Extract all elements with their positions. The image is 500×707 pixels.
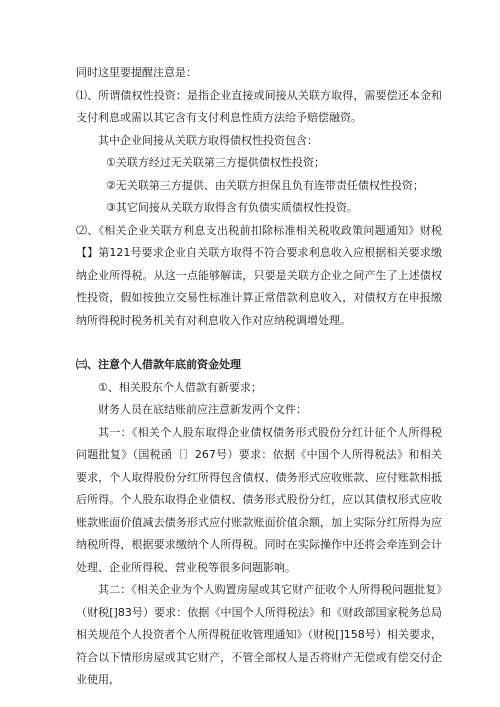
item-1-sub-2: ②无关联第三方提供、由关联方担保且负有连带责任债权性投资； <box>106 178 424 192</box>
item-1: ⑴、所谓债权性投资：是指企业直接或间接从关联方取得，需要偿还本金和支付利息或需以其它含有支付利息性质方法给予赔偿融资。 <box>76 88 442 124</box>
section-heading: ㈢、注意个人借款年底前资金处理 <box>76 358 241 371</box>
item-1-sub-3: ③其它间接从关联方取得含有负债实质债权性投资。 <box>106 201 358 214</box>
subsection-1: ①、相关股东个人借款有新要求； <box>98 380 262 394</box>
subsection-1-text: 财务人员在底结账前应注意新发两个文件： <box>98 403 307 416</box>
intro-text: 同时这里要提醒注意是： <box>76 66 197 79</box>
paragraph-a: 其一：《相关个人股东取得企业债权债务形式股份分红计征个人所得税问题批复》（国税函〔〕267号）要求：依据《中国个人所得税法》和相关要求，个人取得股份分红所得包含债权、债务形式应收账款、应付账款相抵后所得。个人股东取得企业债权、债务形式股份分红，应以其债权形式应收账款账面价值减去债务形式应付账款账面价值余额，加上实际分红所得为应纳税所得，根据要求缴纳个人所得税。同时在实际操作中还将会牵连到会计处理、企业所得税、营业税等很多问题影响。 <box>76 425 442 574</box>
item-1-sub-1: ①关联方经过无关联第三方提供债权性投资； <box>106 156 325 169</box>
paragraph-b: 其二：《相关企业为个人购置房屋或其它财产征收个人所得税问题批复》（财税[]83号）要求：依据《中国个人所得税法》和《财政部国家税务总局相关规范个人投资者个人所得税征收管理通知》（财税[]158号）相关要求，符合以下情形房屋或其它财产，不管全部权人是否将财产无偿或有偿交付企业使用， <box>76 583 442 686</box>
item-1-sub-intro: 其中企业间接从关联方取得债权性投资包含： <box>98 133 318 147</box>
item-2: ⑵、《相关企业关联方利息支出税前扣除标准相关税收政策问题通知》财税【】第121号要求企业自关联方取得不符合要求利息收入应根据相关要求缴纳企业所得税。从这一点能够解读，只要是关联方企业之间产生了上述债权性投资，假如按独立交易性标准计算正常借款利息收入，对债权方在申报缴纳所得税时税务机关有对利息收入作对应纳税调增处理。 <box>76 223 442 327</box>
